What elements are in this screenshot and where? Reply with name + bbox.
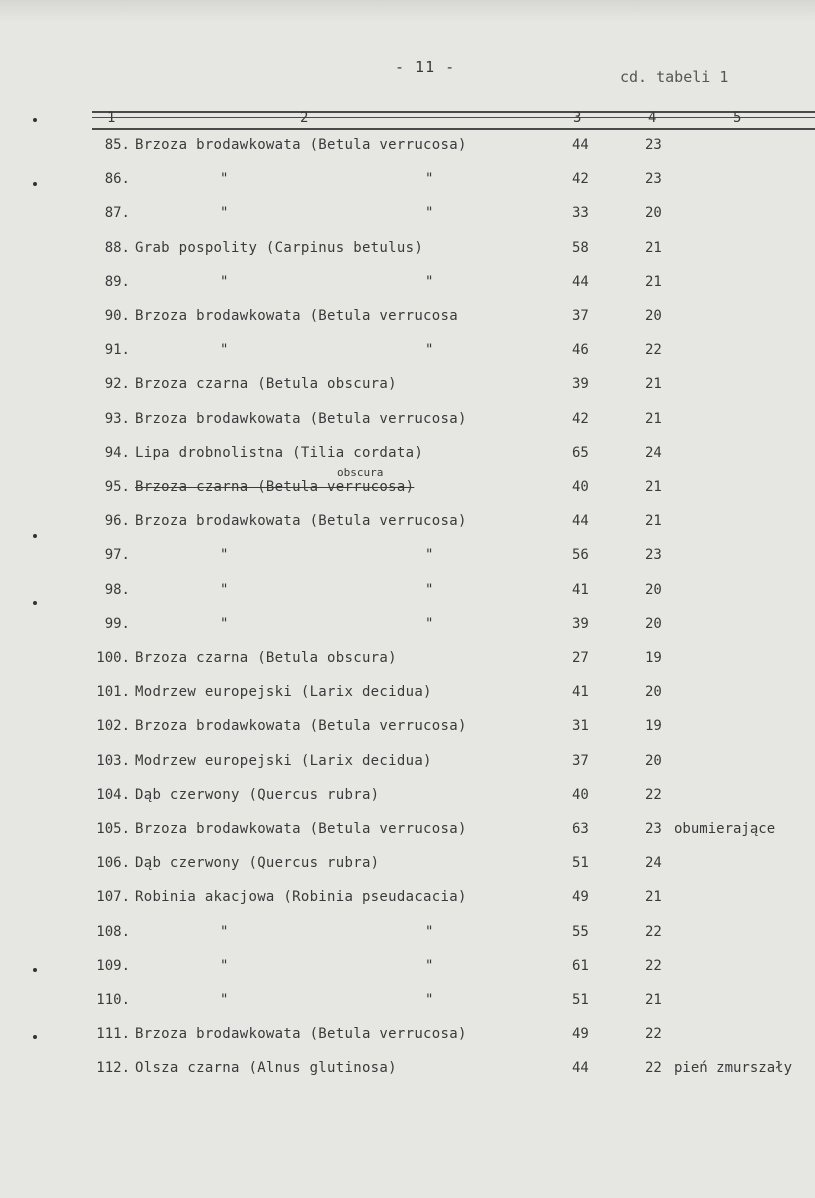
- value-col-3: 33: [572, 205, 589, 221]
- table-row: [0, 133, 815, 157]
- value-col-4: 20: [645, 308, 662, 324]
- value-col-3: 51: [572, 855, 589, 871]
- table-row: [0, 509, 815, 533]
- page-number: - 11 -: [395, 58, 456, 76]
- column-header-5: 5: [733, 110, 742, 126]
- ditto-mark: ": [220, 958, 229, 974]
- value-col-3: 65: [572, 445, 589, 461]
- table-row: [0, 680, 815, 704]
- row-number: 87.: [104, 205, 130, 221]
- ditto-mark: ": [425, 205, 434, 221]
- value-col-3: 31: [572, 718, 589, 734]
- row-number: 96.: [104, 513, 130, 529]
- value-col-3: 56: [572, 547, 589, 563]
- margin-dot: [33, 601, 37, 605]
- ditto-mark: ": [425, 582, 434, 598]
- row-number: 108.: [96, 924, 130, 940]
- column-header-4: 4: [648, 110, 657, 126]
- table-row: [0, 1022, 815, 1046]
- ditto-mark: ": [425, 342, 434, 358]
- value-col-4: 19: [645, 718, 662, 734]
- value-col-3: 40: [572, 787, 589, 803]
- margin-dot: [33, 968, 37, 972]
- ditto-mark: ": [220, 171, 229, 187]
- value-col-4: 23: [645, 821, 662, 837]
- value-col-4: 21: [645, 240, 662, 256]
- value-col-4: 22: [645, 924, 662, 940]
- species-name: Brzoza brodawkowata (Betula verrucosa): [135, 513, 467, 529]
- value-col-3: 44: [572, 137, 589, 153]
- value-col-3: 42: [572, 171, 589, 187]
- row-number: 93.: [104, 411, 130, 427]
- value-col-3: 37: [572, 753, 589, 769]
- ditto-mark: ": [425, 958, 434, 974]
- remark: obumierające: [674, 821, 776, 837]
- row-number: 101.: [96, 684, 130, 700]
- margin-dot: [33, 1035, 37, 1039]
- species-name: Brzoza czarna (Betula obscura): [135, 376, 397, 392]
- species-name: Modrzew europejski (Larix decidua): [135, 684, 432, 700]
- row-number: 92.: [104, 376, 130, 392]
- row-number: 104.: [96, 787, 130, 803]
- value-col-4: 21: [645, 889, 662, 905]
- value-col-3: 51: [572, 992, 589, 1008]
- table-header-rule: [92, 128, 815, 130]
- value-col-4: 20: [645, 684, 662, 700]
- row-number: 105.: [96, 821, 130, 837]
- row-number: 88.: [104, 240, 130, 256]
- table-row: [0, 885, 815, 909]
- value-col-3: 39: [572, 376, 589, 392]
- table-row: [0, 441, 815, 465]
- table-row: [0, 543, 815, 567]
- value-col-3: 58: [572, 240, 589, 256]
- value-col-4: 19: [645, 650, 662, 666]
- value-col-4: 20: [645, 753, 662, 769]
- table-row: [0, 612, 815, 636]
- table-row: [0, 646, 815, 670]
- row-number: 99.: [104, 616, 130, 632]
- table-row: [0, 920, 815, 944]
- ditto-mark: ": [425, 274, 434, 290]
- species-name: Brzoza brodawkowata (Betula verrucosa): [135, 137, 467, 153]
- value-col-4: 21: [645, 992, 662, 1008]
- species-name: Dąb czerwony (Quercus rubra): [135, 787, 380, 803]
- ditto-mark: ": [220, 274, 229, 290]
- column-header-2: 2: [300, 110, 309, 126]
- value-col-3: 49: [572, 889, 589, 905]
- value-col-3: 41: [572, 684, 589, 700]
- row-number: 102.: [96, 718, 130, 734]
- species-name: Grab pospolity (Carpinus betulus): [135, 240, 424, 256]
- species-name: Brzoza brodawkowata (Betula verrucosa): [135, 718, 467, 734]
- ditto-mark: ": [220, 924, 229, 940]
- value-col-4: 24: [645, 855, 662, 871]
- row-number: 90.: [104, 308, 130, 324]
- ditto-mark: ": [220, 342, 229, 358]
- row-number: 107.: [96, 889, 130, 905]
- value-col-4: 20: [645, 205, 662, 221]
- value-col-3: 39: [572, 616, 589, 632]
- table-row: [0, 201, 815, 225]
- table-row: [0, 851, 815, 875]
- row-number: 97.: [104, 547, 130, 563]
- table-row: [0, 270, 815, 294]
- table-row: [0, 988, 815, 1012]
- value-col-4: 20: [645, 582, 662, 598]
- row-number: 103.: [96, 753, 130, 769]
- value-col-3: 27: [572, 650, 589, 666]
- row-number: 89.: [104, 274, 130, 290]
- scan-top-edge: [0, 0, 815, 22]
- value-col-3: 40: [572, 479, 589, 495]
- table-row: [0, 304, 815, 328]
- table-row: [0, 1056, 815, 1080]
- species-name: Brzoza brodawkowata (Betula verrucosa): [135, 1026, 467, 1042]
- remark: pień zmurszały: [674, 1060, 793, 1076]
- margin-dot: [33, 118, 37, 122]
- table-row: [0, 167, 815, 191]
- value-col-4: 22: [645, 787, 662, 803]
- table-row: [0, 372, 815, 396]
- row-number: 100.: [96, 650, 130, 666]
- ditto-mark: ": [220, 582, 229, 598]
- value-col-4: 22: [645, 1026, 662, 1042]
- species-name: Brzoza brodawkowata (Betula verrucosa: [135, 308, 458, 324]
- row-number: 106.: [96, 855, 130, 871]
- row-number: 110.: [96, 992, 130, 1008]
- value-col-3: 63: [572, 821, 589, 837]
- row-number: 94.: [104, 445, 130, 461]
- value-col-4: 21: [645, 376, 662, 392]
- table-row: [0, 817, 815, 841]
- species-name: Robinia akacjowa (Robinia pseudacacia): [135, 889, 467, 905]
- handwritten-correction: obscura: [337, 466, 384, 479]
- table-row: [0, 714, 815, 738]
- table-row: [0, 407, 815, 431]
- row-number: 109.: [96, 958, 130, 974]
- row-number: 112.: [96, 1060, 130, 1076]
- column-header-1: 1: [107, 110, 116, 126]
- value-col-3: 61: [572, 958, 589, 974]
- row-number: 111.: [96, 1026, 130, 1042]
- table-top-rule-thin: [92, 117, 815, 118]
- value-col-3: 46: [572, 342, 589, 358]
- row-number: 98.: [104, 582, 130, 598]
- ditto-mark: ": [220, 992, 229, 1008]
- value-col-3: 41: [572, 582, 589, 598]
- value-col-4: 23: [645, 547, 662, 563]
- value-col-4: 23: [645, 171, 662, 187]
- ditto-mark: ": [220, 205, 229, 221]
- ditto-mark: ": [220, 616, 229, 632]
- value-col-4: 21: [645, 274, 662, 290]
- table-row: [0, 578, 815, 602]
- species-name: Olsza czarna (Alnus glutinosa): [135, 1060, 397, 1076]
- value-col-4: 22: [645, 958, 662, 974]
- table-row: [0, 475, 815, 499]
- table-row: [0, 338, 815, 362]
- value-col-4: 24: [645, 445, 662, 461]
- value-col-4: 23: [645, 137, 662, 153]
- margin-dot: [33, 182, 37, 186]
- table-row: [0, 954, 815, 978]
- ditto-mark: ": [425, 616, 434, 632]
- value-col-3: 44: [572, 513, 589, 529]
- column-header-3: 3: [573, 110, 582, 126]
- row-number: 85.: [104, 137, 130, 153]
- value-col-4: 21: [645, 411, 662, 427]
- value-col-4: 20: [645, 616, 662, 632]
- value-col-3: 42: [572, 411, 589, 427]
- species-name: Lipa drobnolistna (Tilia cordata): [135, 445, 424, 461]
- value-col-4: 22: [645, 1060, 662, 1076]
- table-top-rule: [92, 111, 815, 113]
- value-col-4: 21: [645, 513, 662, 529]
- value-col-3: 49: [572, 1026, 589, 1042]
- ditto-mark: ": [425, 992, 434, 1008]
- value-col-4: 22: [645, 342, 662, 358]
- value-col-3: 44: [572, 274, 589, 290]
- table-continued-label: cd. tabeli 1: [620, 68, 729, 86]
- table-row: [0, 749, 815, 773]
- species-name: Dąb czerwony (Quercus rubra): [135, 855, 380, 871]
- row-number: 86.: [104, 171, 130, 187]
- ditto-mark: ": [220, 547, 229, 563]
- table-row: [0, 783, 815, 807]
- value-col-3: 44: [572, 1060, 589, 1076]
- species-name: Modrzew europejski (Larix decidua): [135, 753, 432, 769]
- ditto-mark: ": [425, 924, 434, 940]
- ditto-mark: ": [425, 547, 434, 563]
- species-name: Brzoza brodawkowata (Betula verrucosa): [135, 821, 467, 837]
- ditto-mark: ": [425, 171, 434, 187]
- value-col-3: 55: [572, 924, 589, 940]
- row-number: 95.: [104, 479, 130, 495]
- table-row: [0, 236, 815, 260]
- species-name: Brzoza czarna (Betula verrucosa): [135, 479, 415, 495]
- margin-dot: [33, 534, 37, 538]
- species-name: Brzoza brodawkowata (Betula verrucosa): [135, 411, 467, 427]
- value-col-3: 37: [572, 308, 589, 324]
- species-name: Brzoza czarna (Betula obscura): [135, 650, 397, 666]
- row-number: 91.: [104, 342, 130, 358]
- value-col-4: 21: [645, 479, 662, 495]
